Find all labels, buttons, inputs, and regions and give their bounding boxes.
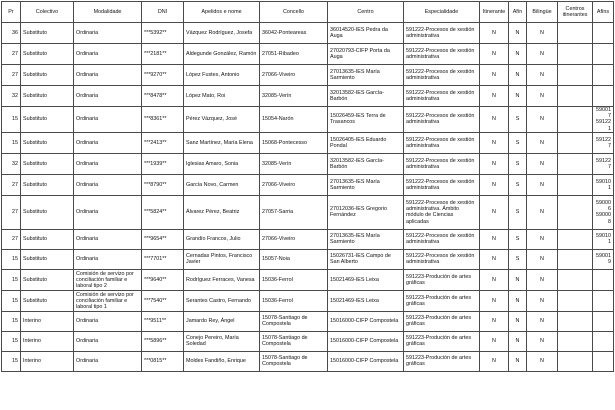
cell-centros-itinerantes [558, 331, 593, 351]
table-row [2, 65, 614, 86]
cell-apelidos-nome: Iglesias Amaro, Sonia [184, 153, 260, 174]
cell-especialidade: 591222-Procesos de xestión administrativa [404, 249, 480, 269]
cell-afin: S [509, 249, 527, 269]
cell-especialidade: 591223-Produción de artes gráficas [404, 311, 480, 331]
cell-apelidos-nome: López Fustes, Antonio [184, 65, 260, 86]
cell-afins: 590101 [593, 174, 614, 195]
cell-especialidade: 591222-Procesos de xestión administrativa [404, 65, 480, 86]
cell-dni: ***9640** [142, 269, 184, 290]
cell-dni: ***1939** [142, 153, 184, 174]
cell-colectivo: Substituto [21, 195, 74, 229]
cell-modalidade: Ordinaria [74, 86, 142, 107]
cell-dni: ***5824** [142, 195, 184, 229]
cell-afin: N [509, 269, 527, 290]
table-header-row [2, 2, 614, 23]
cell-concello: 15054-Narón [260, 107, 328, 133]
cell-especialidade: 591223-Produción de artes gráficas [404, 331, 480, 351]
cell-itinerante: N [480, 23, 509, 44]
cell-afins [593, 44, 614, 65]
cell-apelidos-nome: Conejo Pereiro, María Soledad [184, 331, 260, 351]
cell-concello: 27051-Ribadeo [260, 44, 328, 65]
cell-modalidade: Ordinaria [74, 311, 142, 331]
cell-centros-itinerantes [558, 65, 593, 86]
cell-especialidade: 591222-Procesos de xestión administrativa [404, 153, 480, 174]
cell-afin: S [509, 195, 527, 229]
cell-concello: 15078-Santiago de Compostela [260, 331, 328, 351]
table-row [2, 311, 614, 331]
header-modalidade: Modalidade [74, 2, 142, 23]
cell-apelidos-nome: Vázquez Rodríguez, Josefa [184, 23, 260, 44]
cell-itinerante: N [480, 174, 509, 195]
cell-centros-itinerantes [558, 290, 593, 311]
cell-apelidos-nome: García Novo, Carmen [184, 174, 260, 195]
cell-especialidade: 591222-Procesos de xestión administrativa. Ámbito módulo de Ciencias aplicadas [404, 195, 480, 229]
cell-pr: 27 [2, 229, 21, 249]
header-bilingue: Bilingüe [527, 2, 558, 23]
cell-afins: 591227 [593, 132, 614, 153]
cell-centro: 27020793-CIFP Porta da Auga [328, 44, 404, 65]
cell-centros-itinerantes [558, 174, 593, 195]
cell-apelidos-nome: Jamardo Rey, Ángel [184, 311, 260, 331]
cell-itinerante: N [480, 229, 509, 249]
cell-afins [593, 65, 614, 86]
header-dni: DNI [142, 2, 184, 23]
cell-centros-itinerantes [558, 351, 593, 371]
cell-modalidade: Ordinaria [74, 229, 142, 249]
cell-centro: 15021469-IES Leixa [328, 269, 404, 290]
header-especialidade: Especialidade [404, 2, 480, 23]
cell-afin: N [509, 311, 527, 331]
cell-especialidade: 591222-Procesos de xestión administrativa [404, 132, 480, 153]
cell-colectivo: Substituto [21, 290, 74, 311]
cell-colectivo: Interino [21, 351, 74, 371]
cell-bilingue: N [527, 249, 558, 269]
cell-concello: 15078-Santiago de Compostela [260, 351, 328, 371]
cell-centro: 15026405-IES Eduardo Pondal [328, 132, 404, 153]
cell-especialidade: 591222-Procesos de xestión administrativa [404, 44, 480, 65]
cell-bilingue: N [527, 44, 558, 65]
header-pr: Pr [2, 2, 21, 23]
cell-afin: N [509, 23, 527, 44]
cell-modalidade: Ordinaria [74, 351, 142, 371]
cell-concello: 36042-Ponteareas [260, 23, 328, 44]
cell-centro: 15026731-IES Campo de San Alberto [328, 249, 404, 269]
cell-concello: 15036-Ferrol [260, 290, 328, 311]
cell-bilingue: N [527, 23, 558, 44]
cell-centro: 15021469-IES Leixa [328, 290, 404, 311]
cell-pr: 32 [2, 86, 21, 107]
cell-dni: ***8361** [142, 107, 184, 133]
cell-itinerante: N [480, 311, 509, 331]
cell-centros-itinerantes [558, 269, 593, 290]
cell-concello: 15036-Ferrol [260, 269, 328, 290]
cell-modalidade: Ordinaria [74, 331, 142, 351]
cell-dni: ***7701** [142, 249, 184, 269]
cell-especialidade: 591223-Produción de artes gráficas [404, 290, 480, 311]
cell-pr: 15 [2, 351, 21, 371]
cell-colectivo: Substituto [21, 174, 74, 195]
cell-centro: 27013635-IES María Sarmiento [328, 65, 404, 86]
cell-afins: 590006 590008 [593, 195, 614, 229]
cell-bilingue: N [527, 290, 558, 311]
cell-bilingue: N [527, 86, 558, 107]
header-apelidos-nome: Apelidos e nome [184, 2, 260, 23]
cell-modalidade: Ordinaria [74, 249, 142, 269]
cell-bilingue: N [527, 132, 558, 153]
cell-afin: N [509, 44, 527, 65]
header-colectivo: Colectivo [21, 2, 74, 23]
cell-concello: 15057-Noia [260, 249, 328, 269]
cell-colectivo: Substituto [21, 153, 74, 174]
cell-centros-itinerantes [558, 86, 593, 107]
cell-bilingue: N [527, 107, 558, 133]
cell-centro: 27013635-IES María Sarmiento [328, 229, 404, 249]
cell-centros-itinerantes [558, 229, 593, 249]
cell-concello: 27066-Viveiro [260, 174, 328, 195]
cell-pr: 32 [2, 153, 21, 174]
cell-centros-itinerantes [558, 249, 593, 269]
cell-colectivo: Substituto [21, 23, 74, 44]
cell-centro: 32013582-IES García-Barbón [328, 153, 404, 174]
cell-afins: 591227 [593, 153, 614, 174]
cell-concello: 15078-Santiago de Compostela [260, 311, 328, 331]
cell-afin: S [509, 174, 527, 195]
table-row [2, 107, 614, 133]
cell-afin: S [509, 153, 527, 174]
cell-concello: 27066-Viveiro [260, 65, 328, 86]
header-centros-itinerantes: Centros itinerantes [558, 2, 593, 23]
cell-centros-itinerantes [558, 132, 593, 153]
cell-apelidos-nome: Sanz Martínez, María Elena [184, 132, 260, 153]
cell-itinerante: N [480, 351, 509, 371]
cell-modalidade: Ordinaria [74, 153, 142, 174]
cell-especialidade: 591222-Procesos de xestión administrativa [404, 23, 480, 44]
cell-bilingue: N [527, 351, 558, 371]
cell-centro: 15026459-IES Terra de Trasancos [328, 107, 404, 133]
cell-modalidade: Comisión de servizo por conciliación familiar e laboral tipo 1 [74, 290, 142, 311]
cell-afins [593, 23, 614, 44]
cell-especialidade: 591222-Procesos de xestión administrativa [404, 86, 480, 107]
table-row [2, 23, 614, 44]
header-afin: Afín [509, 2, 527, 23]
cell-dni: ***9511** [142, 311, 184, 331]
cell-centro: 15016000-CIFP Compostela [328, 351, 404, 371]
cell-especialidade: 591222-Procesos de xestión administrativa [404, 174, 480, 195]
cell-pr: 27 [2, 65, 21, 86]
cell-afin: N [509, 86, 527, 107]
cell-apelidos-nome: Rodríguez Ferraces, Vanesa [184, 269, 260, 290]
cell-modalidade: Ordinaria [74, 174, 142, 195]
cell-concello: 27066-Viveiro [260, 229, 328, 249]
table-row [2, 44, 614, 65]
cell-itinerante: N [480, 65, 509, 86]
cell-centro: 15016000-CIFP Compostela [328, 331, 404, 351]
cell-apelidos-nome: Grandío Francos, Julio [184, 229, 260, 249]
cell-dni: ***0815** [142, 351, 184, 371]
cell-afins [593, 311, 614, 331]
cell-dni: ***5896** [142, 331, 184, 351]
table-row [2, 174, 614, 195]
cell-colectivo: Interino [21, 331, 74, 351]
table-row [2, 269, 614, 290]
cell-bilingue: N [527, 331, 558, 351]
cell-concello: 32085-Verín [260, 153, 328, 174]
header-itinerante: Itinerante [480, 2, 509, 23]
cell-dni: ***8478** [142, 86, 184, 107]
cell-itinerante: N [480, 153, 509, 174]
cell-afin: N [509, 290, 527, 311]
cell-modalidade: Comisión de servizo por conciliación familiar e laboral tipo 2 [74, 269, 142, 290]
cell-pr: 27 [2, 195, 21, 229]
cell-bilingue: N [527, 65, 558, 86]
cell-pr: 15 [2, 269, 21, 290]
cell-bilingue: N [527, 174, 558, 195]
cell-itinerante: N [480, 44, 509, 65]
cell-centros-itinerantes [558, 153, 593, 174]
cell-dni: ***9270** [142, 65, 184, 86]
cell-pr: 15 [2, 249, 21, 269]
cell-modalidade: Ordinaria [74, 195, 142, 229]
cell-centros-itinerantes [558, 44, 593, 65]
cell-bilingue: N [527, 195, 558, 229]
cell-pr: 27 [2, 44, 21, 65]
cell-centros-itinerantes [558, 311, 593, 331]
cell-dni: ***2181** [142, 44, 184, 65]
cell-centros-itinerantes [558, 107, 593, 133]
cell-especialidade: 591223-Produción de artes gráficas [404, 351, 480, 371]
cell-dni: ***5392** [142, 23, 184, 44]
table-row [2, 331, 614, 351]
cell-pr: 15 [2, 132, 21, 153]
cell-afins [593, 269, 614, 290]
table-row [2, 132, 614, 153]
cell-centros-itinerantes [558, 23, 593, 44]
cell-concello: 27057-Sarria [260, 195, 328, 229]
cell-itinerante: N [480, 86, 509, 107]
cell-apelidos-nome: López Mato, Roi [184, 86, 260, 107]
cell-afin: N [509, 331, 527, 351]
cell-bilingue: N [527, 269, 558, 290]
cell-afin: S [509, 229, 527, 249]
cell-itinerante: N [480, 195, 509, 229]
cell-modalidade: Ordinaria [74, 65, 142, 86]
cell-colectivo: Substituto [21, 132, 74, 153]
cell-centro: 27013635-IES María Sarmiento [328, 174, 404, 195]
cell-afin: N [509, 65, 527, 86]
cell-especialidade: 591222-Procesos de xestión administrativa [404, 107, 480, 133]
cell-afin: N [509, 351, 527, 371]
cell-afins: 590019 [593, 249, 614, 269]
header-concello: Concello [260, 2, 328, 23]
cell-modalidade: Ordinaria [74, 132, 142, 153]
cell-afins [593, 351, 614, 371]
cell-centro: 32013582-IES García-Barbón [328, 86, 404, 107]
cell-centros-itinerantes [558, 195, 593, 229]
cell-pr: 15 [2, 107, 21, 133]
cell-itinerante: N [480, 249, 509, 269]
cell-concello: 15068-Pontecesso [260, 132, 328, 153]
cell-itinerante: N [480, 331, 509, 351]
cell-dni: ***7540** [142, 290, 184, 311]
cell-dni: ***2413** [142, 132, 184, 153]
cell-colectivo: Substituto [21, 107, 74, 133]
cell-afins [593, 331, 614, 351]
cell-bilingue: N [527, 311, 558, 331]
table-row [2, 249, 614, 269]
cell-afin: S [509, 132, 527, 153]
cell-apelidos-nome: Aldegunde González, Ramón [184, 44, 260, 65]
cell-afins [593, 290, 614, 311]
cell-apelidos-nome: Álvarez Pérez, Beatriz [184, 195, 260, 229]
cell-colectivo: Substituto [21, 86, 74, 107]
cell-modalidade: Ordinaria [74, 23, 142, 44]
cell-concello: 32085-Verín [260, 86, 328, 107]
cell-apelidos-nome: Serantes Castro, Fernando [184, 290, 260, 311]
cell-itinerante: N [480, 269, 509, 290]
cell-especialidade: 591222-Procesos de xestión administrativa [404, 229, 480, 249]
cell-colectivo: Substituto [21, 249, 74, 269]
cell-especialidade: 591223-Produción de artes gráficas [404, 269, 480, 290]
table-row [2, 153, 614, 174]
cell-centro: 15016000-CIFP Compostela [328, 311, 404, 331]
cell-modalidade: Ordinaria [74, 44, 142, 65]
cell-pr: 15 [2, 311, 21, 331]
cell-apelidos-nome: Cernadas Pintos, Francisco Javier [184, 249, 260, 269]
cell-pr: 27 [2, 174, 21, 195]
cell-itinerante: N [480, 107, 509, 133]
assignments-table [1, 1, 614, 372]
cell-itinerante: N [480, 132, 509, 153]
cell-dni: ***9654** [142, 229, 184, 249]
cell-afin: S [509, 107, 527, 133]
cell-dni: ***8790** [142, 174, 184, 195]
cell-bilingue: N [527, 229, 558, 249]
cell-colectivo: Substituto [21, 65, 74, 86]
cell-pr: 36 [2, 23, 21, 44]
table-row [2, 86, 614, 107]
header-centro: Centro [328, 2, 404, 23]
cell-apelidos-nome: Pérez Vázquez, José [184, 107, 260, 133]
cell-colectivo: Substituto [21, 44, 74, 65]
cell-afins: 590017 591221 [593, 107, 614, 133]
cell-pr: 15 [2, 290, 21, 311]
cell-apelidos-nome: Moldes Fandiño, Enrique [184, 351, 260, 371]
cell-colectivo: Substituto [21, 229, 74, 249]
cell-bilingue: N [527, 153, 558, 174]
cell-modalidade: Ordinaria [74, 107, 142, 133]
cell-centro: 27012036-IES Gregorio Fernández [328, 195, 404, 229]
cell-itinerante: N [480, 290, 509, 311]
table-row [2, 229, 614, 249]
cell-pr: 15 [2, 331, 21, 351]
table-row [2, 351, 614, 371]
header-afins: Afíns [593, 2, 614, 23]
table-row [2, 195, 614, 229]
cell-afins: 590101 [593, 229, 614, 249]
cell-colectivo: Interino [21, 311, 74, 331]
cell-centro: 36014520-IES Pedra da Auga [328, 23, 404, 44]
table-row [2, 290, 614, 311]
cell-colectivo: Substituto [21, 269, 74, 290]
cell-afins [593, 86, 614, 107]
